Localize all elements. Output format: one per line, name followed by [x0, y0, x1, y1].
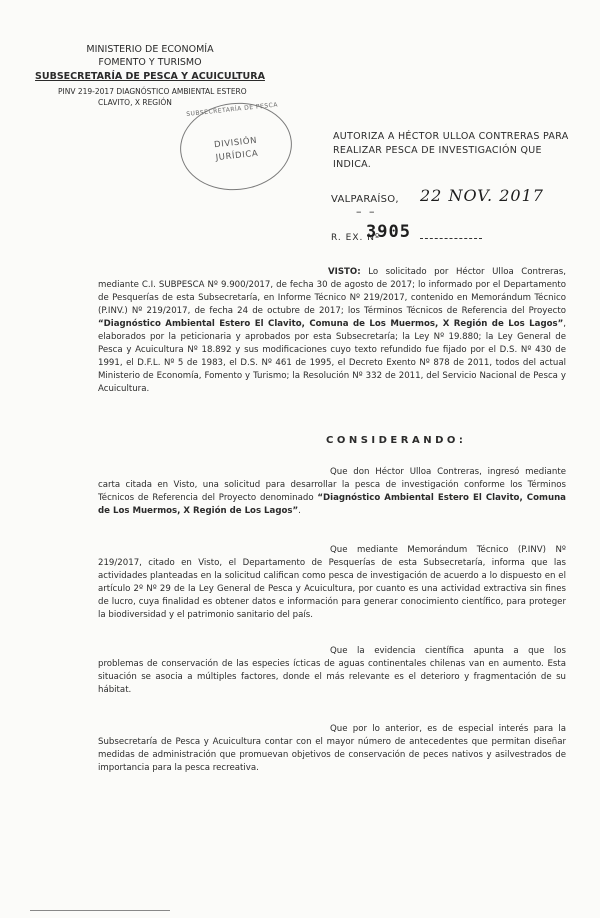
considerando-4-text: Que por lo anterior, es de especial interés para la Subsecretaría de Pesca y Acuicultura contar con el mayor número de antecedentes que permitan diseñar medidas de administración que promuevan objetivos de conservación de peces nativos y asilvestrados de importancia para la pesca recreativa. — [98, 724, 566, 773]
date-city: VALPARAÍSO, — [331, 194, 399, 205]
considerando-3-text: Que la evidencia científica apunta a que los problemas de conservación de las especies ícticas de aguas continentales chilenas van en aumento. Esta situación se asocia a múltiples factores, donde el más relevante es el deterioro y fragmentación de su hábitat. — [98, 646, 566, 695]
visto-label: VISTO: — [328, 267, 361, 277]
considerando-paragraph-3 — [98, 645, 566, 697]
date-value: 22 NOV. 2017 — [420, 186, 544, 205]
subject-line-2: REALIZAR PESCA DE INVESTIGACIÓN QUE INDICA. — [333, 145, 542, 170]
page-bottom-rule — [30, 910, 170, 911]
ministry-line-2: FOMENTO Y TURISMO — [98, 57, 202, 68]
considerando-paragraph-2 — [98, 544, 566, 622]
resolution-dashes: – – — [356, 205, 377, 218]
visto-project-title: “Diagnóstico Ambiental Estero El Clavito, Comuna de Los Muermos, X Región de Los Lagos” — [98, 319, 564, 329]
considerando-2-text: Que mediante Memorándum Técnico (P.INV) Nº 219/2017, citado en Visto, el Departamento de Pesquerías de esta Subsecretaría, informa que las actividades planteadas en la solicitud califican como pesca de investigación de acuerdo a lo dispuesto en el artículo 2º Nº 29 de la Ley General de Pesca y Acuicultura, por cuanto es una actividad extractiva sin fines de lucro, cuya finalidad es obtener datos e información para generar conocimiento científico, para proteger la biodiversidad y el patrimonio sanitario del país. — [98, 545, 566, 620]
subject-line-1: AUTORIZA A HÉCTOR ULLOA CONTRERAS PARA — [333, 131, 569, 142]
resolution-number: 3905 — [366, 222, 411, 242]
resolution-subject — [333, 130, 573, 172]
visto-text-2: , elaborados por la peticionaria y aprobados por esta Subsecretaría; la Ley Nº 19.880; la Ley General de Pesca y Acuicultura Nº 18.892 y sus modificaciones cuyo texto refundido fue fijado por el D.S. Nº 430 de 1991, el D.F.L. Nº 5 de 1983, el D.S. Nº 461 de 1995, el Decreto Exento Nº 878 de 2011, todos del actual Ministerio de Economía, Fomento y Turismo; la Resolución Nº 332 de 2011, del Servicio Nacional de Pesca y Acuicultura. — [98, 319, 566, 394]
stamp-ring-text: SUBSECRETARÍA DE PESCA — [185, 101, 279, 118]
considerando-paragraph-4 — [98, 723, 566, 775]
resolution-underline — [420, 238, 482, 239]
division-juridica-stamp — [176, 97, 296, 195]
considerando-1-project-title: “Diagnóstico Ambiental Estero El Clavito, Comuna de Los Muermos, X Región de Los Lagos” — [98, 493, 566, 516]
considerando-heading: CONSIDERANDO: — [326, 435, 467, 446]
visto-paragraph — [98, 266, 566, 396]
file-reference-line-1: PINV 219-2017 DIAGNÓSTICO AMBIENTAL ESTERO — [58, 87, 247, 96]
considerando-1-text: Que don Héctor Ulloa Contreras, ingresó mediante carta citada en Visto, una solicitud para desarrollar la pesca de investigación conforme los Términos Técnicos de Referencia del Proyecto denominado — [98, 467, 566, 503]
considerando-paragraph-1 — [98, 466, 566, 518]
stamp-line-1: DIVISIÓN — [213, 135, 258, 151]
resolution-label: R. EX. Nº — [331, 233, 381, 243]
visto-text-1: Lo solicitado por Héctor Ulloa Contreras, mediante C.I. SUBPESCA Nº 9.900/2017, de fecha 30 de agosto de 2017; lo informado por el Departamento de Pesquerías de esta Subsecretaría, en Informe Técnico Nº 219/2017, contenido en Memorándum Técnico (P.INV.) Nº 219/2017, de fecha 24 de octubre de 2017; los Términos Técnicos de Referencia del Proyecto — [98, 267, 566, 316]
considerando-1-end: . — [298, 506, 301, 516]
ministry-line-1: MINISTERIO DE ECONOMÍA — [86, 44, 214, 55]
stamp-line-2: JURÍDICA — [215, 148, 259, 164]
file-reference-line-2: CLAVITO, X REGIÓN — [98, 98, 172, 107]
subsecretaria-title: SUBSECRETARÍA DE PESCA Y ACUICULTURA — [35, 71, 265, 82]
